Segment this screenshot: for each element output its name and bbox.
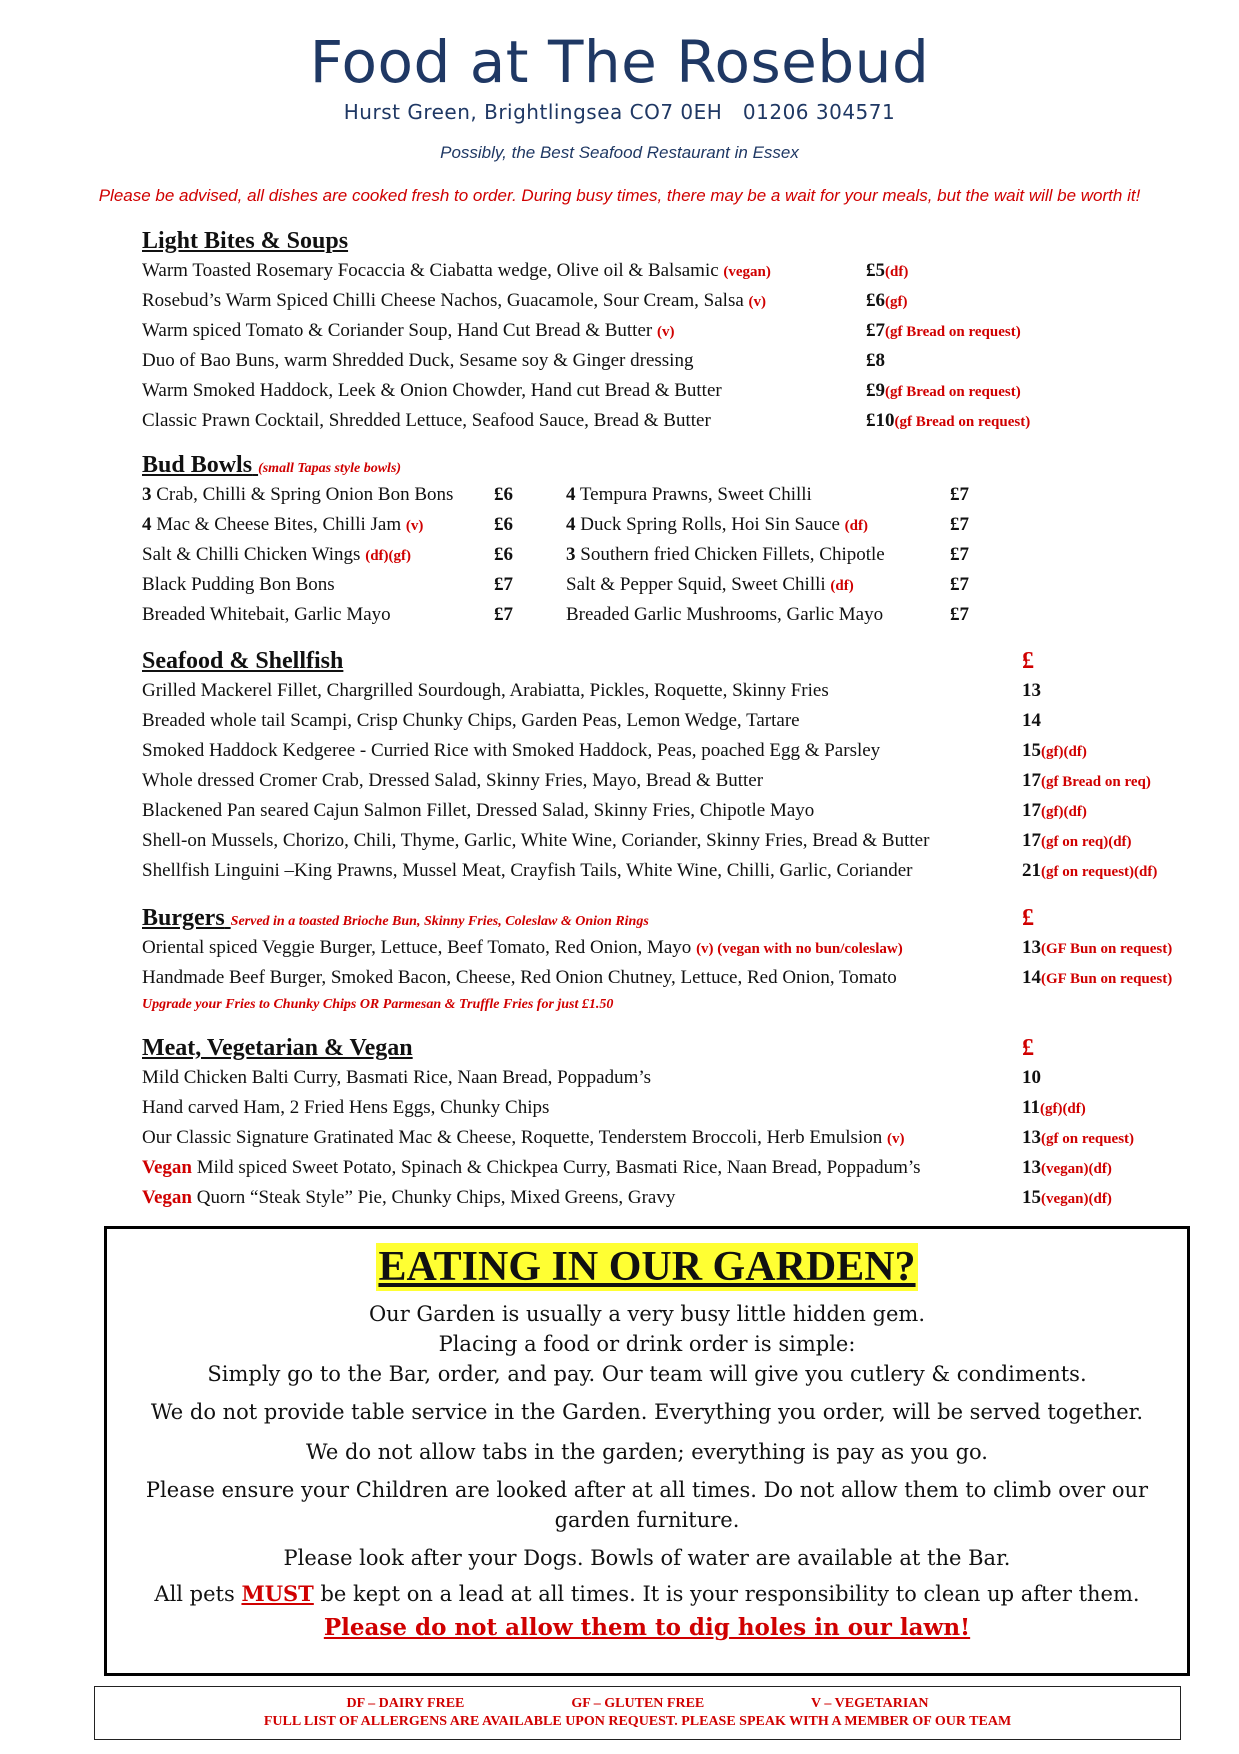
section-heading: [142, 1033, 1202, 1063]
item-price: £7: [950, 544, 969, 565]
item-price: £8: [866, 350, 885, 371]
item-name: Blackened Pan seared Cajun Salmon Fillet, Dressed Salad, Skinny Fries, Chipotle Mayo: [142, 800, 815, 821]
garden-line: Placing a food or drink order is simple:: [438, 1332, 856, 1356]
page-title: Food at The Rosebud: [309, 28, 930, 96]
item-name: Tempura Prawns, Sweet Chilli: [575, 484, 812, 505]
item-price: £5: [866, 260, 885, 281]
item-price: 21: [1022, 860, 1041, 881]
diet-tag: (v) (vegan with no bun/coleslaw): [696, 941, 903, 957]
bowl-item: [142, 510, 562, 540]
section-title: Bud Bowls: [142, 452, 253, 478]
item-name: Warm Toasted Rosemary Focaccia & Ciabatta wedge, Olive oil & Balsamic: [142, 260, 719, 281]
vegan-label: Vegan: [142, 1157, 192, 1178]
item-price: £6: [494, 544, 513, 565]
item-name: Quorn “Steak Style” Pie, Chunky Chips, Mixed Greens, Gravy: [191, 1187, 676, 1208]
item-name: Black Pudding Bon Bons: [142, 574, 335, 595]
allergen-note: (gf on req)(df): [1041, 834, 1132, 850]
item-name: Breaded whole tail Scampi, Crisp Chunky Chips, Garden Peas, Lemon Wedge, Tartare: [142, 710, 800, 731]
item-price: 13: [1022, 937, 1041, 958]
section-heading: Light Bites & Soups: [142, 228, 349, 254]
item-quantity: 3: [142, 484, 152, 505]
address-line: [0, 100, 1239, 124]
menu-item: [142, 256, 909, 286]
item-price-group: [1022, 826, 1132, 857]
allergen-note: (gf on request): [1041, 1131, 1135, 1147]
menu-item: [142, 1183, 1202, 1213]
item-price-group: [1022, 766, 1151, 797]
allergen-note: (gf Bread on request): [885, 384, 1021, 400]
item-price: £9: [866, 380, 885, 401]
menu-item: [142, 346, 885, 376]
garden-line: We do not allow tabs in the garden; everything is pay as you go.: [306, 1440, 988, 1464]
item-price: £7: [866, 320, 885, 341]
item-name: Duo of Bao Buns, warm Shredded Duck, Sesame soy & Ginger dressing: [142, 350, 694, 371]
item-price: 14: [1022, 967, 1041, 988]
item-name: Warm spiced Tomato & Coriander Soup, Hand Cut Bread & Butter: [142, 320, 653, 341]
item-price-group: [1022, 1153, 1112, 1184]
legend-v: V – VEGETARIAN: [811, 1696, 929, 1711]
upgrade-note: Upgrade your Fries to Chunky Chips OR Parmesan & Truffle Fries for just £1.50: [142, 997, 614, 1012]
item-quantity: 4: [142, 514, 152, 535]
item-name: Handmade Beef Burger, Smoked Bacon, Cheese, Red Onion Chutney, Lettuce, Red Onion, Tomato: [142, 967, 897, 988]
menu-item: [142, 736, 1202, 766]
item-price: 10: [1022, 1067, 1041, 1088]
item-name: Oriental spiced Veggie Burger, Lettuce, Beef Tomato, Red Onion, Mayo: [142, 937, 692, 958]
light-bites-section: [142, 226, 1031, 436]
item-name: Whole dressed Cromer Crab, Dressed Salad, Skinny Fries, Mayo, Bread & Butter: [142, 770, 764, 791]
item-name: Hand carved Ham, 2 Fried Hens Eggs, Chunky Chips: [142, 1097, 550, 1118]
item-price-group: [866, 316, 1021, 347]
item-price-group: [866, 286, 908, 317]
legend-df: DF – DAIRY FREE: [346, 1696, 465, 1711]
menu-item: [142, 796, 1202, 826]
menu-item: [142, 316, 1021, 346]
bud-bowls-section: [142, 450, 1142, 625]
allergen-note: (GF Bun on request): [1041, 941, 1173, 957]
diet-tag: (df): [844, 518, 868, 534]
item-price: 11: [1022, 1097, 1040, 1118]
bowl-item: [566, 540, 1126, 570]
diet-tag: (df): [830, 578, 854, 594]
menu-item: [142, 406, 1031, 436]
item-price: £7: [950, 484, 969, 505]
item-price: £6: [866, 290, 885, 311]
garden-line: Simply go to the Bar, order, and pay. Our team will give you cutlery & condiments.: [207, 1362, 1087, 1386]
item-name: Salt & Pepper Squid, Sweet Chilli: [566, 574, 826, 595]
allergen-note: (gf Bread on req): [1041, 774, 1151, 790]
allergen-note: (df): [885, 264, 909, 280]
menu-item: [142, 376, 1021, 406]
allergen-note: (gf)(df): [1041, 804, 1087, 820]
allergen-note: (gf)(df): [1041, 744, 1087, 760]
item-quantity: 4: [566, 484, 576, 505]
item-price-group: [866, 256, 908, 287]
allergen-note: (gf): [885, 294, 908, 310]
item-price: 14: [1022, 710, 1041, 731]
item-name: Crab, Chilli & Spring Onion Bon Bons: [151, 484, 454, 505]
must-emphasis: MUST: [241, 1581, 314, 1606]
menu-item: [142, 1123, 1202, 1153]
item-price-group: [866, 406, 1030, 437]
address: Hurst Green, Brightlingsea CO7 0EH: [343, 100, 723, 124]
allergen-note: (GF Bun on request): [1041, 971, 1173, 987]
item-name: Mild Chicken Balti Curry, Basmati Rice, Naan Bread, Poppadum’s: [142, 1067, 652, 1088]
garden-line: Please look after your Dogs. Bowls of water are available at the Bar.: [283, 1546, 1011, 1570]
allergen-note: FULL LIST OF ALLERGENS ARE AVAILABLE UPON REQUEST. PLEASE SPEAK WITH A MEMBER OF OUR TEAM: [263, 1714, 1012, 1729]
menu-item: [142, 826, 1202, 856]
item-price: 17: [1022, 830, 1041, 851]
item-name: Breaded Garlic Mushrooms, Garlic Mayo: [566, 604, 884, 625]
item-name: Warm Smoked Haddock, Leek & Onion Chowder, Hand cut Bread & Butter: [142, 380, 722, 401]
item-name: Shellfish Linguini –King Prawns, Mussel Meat, Crayfish Tails, White Wine, Chilli, Garlic, Coriander: [142, 860, 913, 881]
garden-line: [107, 1579, 1187, 1609]
item-price: £7: [494, 574, 513, 595]
allergen-note: (gf Bread on request): [894, 414, 1031, 430]
advisory-notice: Please be advised, all dishes are cooked fresh to order. During busy times, there may be a wait for your meals, but the wait will be worth it!: [98, 186, 1141, 205]
item-price-group: [1022, 736, 1087, 767]
item-price: £7: [950, 604, 969, 625]
allergen-legend: [94, 1686, 1181, 1740]
vegan-label: Vegan: [142, 1187, 192, 1208]
menu-item: [142, 856, 1202, 886]
garden-text: All pets: [154, 1582, 242, 1606]
allergen-note: (gf on request)(df): [1041, 864, 1158, 880]
burgers-section: [142, 903, 1202, 1017]
item-quantity: 4: [566, 514, 576, 535]
legend-gf: GF – GLUTEN FREE: [571, 1696, 705, 1711]
lawn-warning: Please do not allow them to dig holes in our lawn!: [323, 1614, 971, 1641]
garden-text: be kept on a lead at all times. It is your responsibility to clean up after them.: [313, 1582, 1140, 1606]
item-price-group: [1022, 933, 1172, 964]
bowl-item: [142, 480, 562, 510]
item-price: £6: [494, 484, 513, 505]
bowl-item: [142, 570, 562, 600]
item-price: £6: [494, 514, 513, 535]
diet-tag: (v): [748, 294, 767, 310]
item-price: 13: [1022, 1127, 1041, 1148]
item-name: Mac & Cheese Bites, Chilli Jam: [151, 514, 402, 535]
item-price: £7: [494, 604, 513, 625]
item-price: £7: [950, 514, 969, 535]
section-heading: [142, 450, 1142, 480]
item-price-group: [1022, 796, 1087, 827]
item-price: 15: [1022, 740, 1041, 761]
item-price-group: [1022, 1123, 1134, 1154]
item-name: Our Classic Signature Gratinated Mac & Cheese, Roquette, Tenderstem Broccoli, Herb Emulsion: [142, 1127, 883, 1148]
item-quantity: 3: [566, 544, 576, 565]
bowl-item: [566, 570, 1126, 600]
menu-item: [142, 963, 1202, 993]
diet-tag: (vegan): [723, 264, 771, 280]
item-name: Smoked Haddock Kedgeree - Curried Rice with Smoked Haddock, Peas, poached Egg & Parsley: [142, 740, 881, 761]
item-name: Mild spiced Sweet Potato, Spinach & Chickpea Curry, Basmati Rice, Naan Bread, Poppadum’s: [191, 1157, 921, 1178]
item-price: 13: [1022, 680, 1041, 701]
section-heading: [142, 903, 1202, 933]
meat-vegetarian-vegan-section: [142, 1033, 1202, 1213]
item-price: 15: [1022, 1187, 1041, 1208]
allergen-note: (gf)(df): [1039, 1101, 1086, 1117]
item-name: Salt & Chilli Chicken Wings: [142, 544, 361, 565]
section-title: Burgers: [142, 905, 225, 931]
item-price-group: [866, 346, 885, 376]
section-title: Meat, Vegetarian & Vegan: [142, 1035, 413, 1061]
item-price: 17: [1022, 800, 1041, 821]
menu-item: [142, 676, 1202, 706]
item-price: 13: [1022, 1157, 1041, 1178]
allergen-note: (vegan)(df): [1041, 1191, 1112, 1207]
item-name: Grilled Mackerel Fillet, Chargrilled Sourdough, Arabiatta, Pickles, Roquette, Skinny Fries: [142, 680, 829, 701]
section-heading: [142, 646, 1202, 676]
item-price-group: [1022, 676, 1041, 706]
currency-symbol: £: [1022, 905, 1034, 931]
diet-tag: (v): [886, 1131, 905, 1147]
item-price-group: [1022, 963, 1172, 994]
menu-item: [142, 286, 908, 316]
item-price-group: [1022, 1183, 1112, 1214]
currency-symbol: £: [1022, 648, 1034, 674]
bowl-item: [142, 600, 562, 630]
menu-item: [142, 706, 1202, 736]
item-name: Classic Prawn Cocktail, Shredded Lettuce, Seafood Sauce, Bread & Butter: [142, 410, 711, 431]
item-name: Southern fried Chicken Fillets, Chipotle: [575, 544, 885, 565]
item-price-group: [1022, 1063, 1041, 1093]
diet-tag: (v): [405, 518, 424, 534]
item-price-group: [866, 376, 1021, 407]
item-price: £10: [866, 410, 895, 431]
section-subheading: (small Tapas style bowls): [258, 461, 402, 476]
phone-number: 01206 304571: [742, 100, 896, 124]
diet-tag: (v): [656, 324, 675, 340]
garden-title: EATING IN OUR GARDEN?: [378, 1244, 916, 1290]
item-name: Breaded Whitebait, Garlic Mayo: [142, 604, 391, 625]
bowl-item: [566, 600, 1126, 630]
item-name: Rosebud’s Warm Spiced Chilli Cheese Nachos, Guacamole, Sour Cream, Salsa: [142, 290, 744, 311]
item-name: Shell-on Mussels, Chorizo, Chili, Thyme, Garlic, White Wine, Coriander, Skinny Fries, Bread & Butter: [142, 830, 930, 851]
seafood-section: [142, 646, 1202, 886]
bowl-item: [566, 510, 1126, 540]
section-title: Seafood & Shellfish: [142, 648, 344, 674]
item-price: £7: [950, 574, 969, 595]
garden-line: We do not provide table service in the Garden. Everything you order, will be served together.: [150, 1400, 1144, 1424]
menu-item: [142, 933, 1202, 963]
diet-tag: (df)(gf): [365, 548, 412, 564]
allergen-note: (vegan)(df): [1041, 1161, 1112, 1177]
garden-line: Our Garden is usually a very busy little hidden gem.: [368, 1302, 926, 1326]
bowl-item: [142, 540, 562, 570]
menu-item: [142, 766, 1202, 796]
currency-symbol: £: [1022, 1035, 1034, 1061]
garden-info-box: [104, 1226, 1190, 1676]
tagline: Possibly, the Best Seafood Restaurant in Essex: [440, 143, 799, 162]
menu-item: [142, 1153, 1202, 1183]
garden-line: Please ensure your Children are looked after at all times. Do not allow them to climb over our garden furniture.: [145, 1478, 1149, 1532]
item-price-group: [1022, 1093, 1086, 1124]
item-name: Duck Spring Rolls, Hoi Sin Sauce: [575, 514, 840, 535]
section-subheading: Served in a toasted Brioche Bun, Skinny Fries, Coleslaw & Onion Rings: [230, 914, 649, 929]
bowl-item: [566, 480, 1126, 510]
item-price: 17: [1022, 770, 1041, 791]
menu-item: [142, 1093, 1202, 1123]
item-price-group: [1022, 706, 1041, 736]
menu-item: [142, 1063, 1202, 1093]
item-price-group: [1022, 856, 1157, 887]
allergen-note: (gf Bread on request): [885, 324, 1021, 340]
